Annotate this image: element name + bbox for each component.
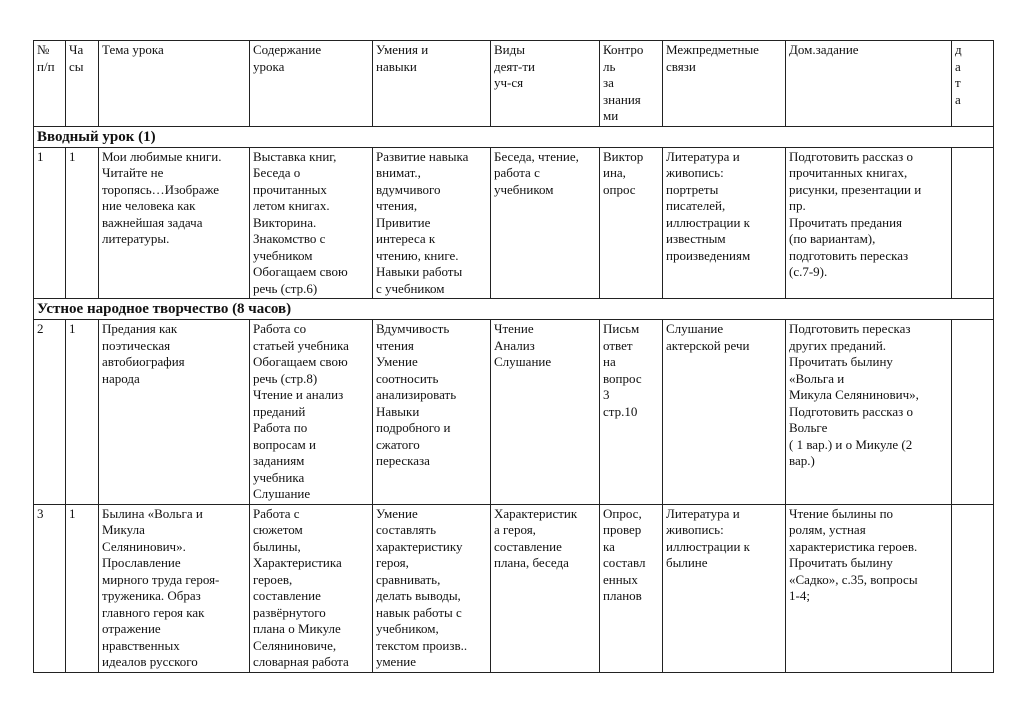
cell-skills: Умение составлять характеристику героя, сравнивать, делать выводы, навык работы с учебником, текстом произв.. умение (373, 504, 491, 672)
cell-num: 3 (34, 504, 66, 672)
header-content: Содержание урока (250, 41, 373, 127)
cell-hours: 1 (66, 504, 99, 672)
header-control: Контро ль за знания ми (600, 41, 663, 127)
cell-content: Работа со статьей учебника Обогащаем свою речь (стр.8) Чтение и анализ преданий Работа по вопросам и заданиям учебника Слушание (250, 320, 373, 505)
header-homework: Дом.задание (786, 41, 952, 127)
table-row (34, 147, 994, 299)
cell-activity: Чтение Анализ Слушание (491, 320, 600, 505)
header-skills: Умения и навыки (373, 41, 491, 127)
cell-control: Виктор ина, опрос (600, 147, 663, 299)
cell-num: 2 (34, 320, 66, 505)
table-header-row (34, 41, 994, 127)
cell-topic: Мои любимые книги. Читайте не торопясь…Изображе ние человека как важнейшая задача литературы. (99, 147, 250, 299)
section-row-folk (34, 299, 994, 320)
cell-homework: Чтение былины по ролям, устная характеристика героев. Прочитать былину «Садко», с.35, вопросы 1-4; (786, 504, 952, 672)
lesson-plan-table (33, 40, 994, 673)
cell-content: Выставка книг, Беседа о прочитанных летом книгах. Викторина. Знакомство с учебником Обогащаем свою речь (стр.6) (250, 147, 373, 299)
header-hours: Ча сы (66, 41, 99, 127)
cell-control: Опрос, провер ка составл енных планов (600, 504, 663, 672)
header-topic: Тема урока (99, 41, 250, 127)
cell-interdisciplinary: Литература и живопись: иллюстрации к былине (663, 504, 786, 672)
lesson-plan-page (33, 40, 993, 673)
cell-activity: Характеристик а героя, составление плана, беседа (491, 504, 600, 672)
table-row (34, 504, 994, 672)
cell-skills: Вдумчивость чтения Умение соотносить анализировать Навыки подробного и сжатого пересказа (373, 320, 491, 505)
cell-activity: Беседа, чтение, работа с учебником (491, 147, 600, 299)
cell-date (952, 147, 994, 299)
cell-control: Письм ответ на вопрос 3 стр.10 (600, 320, 663, 505)
cell-date (952, 504, 994, 672)
header-num: № п/п (34, 41, 66, 127)
cell-homework: Подготовить рассказ о прочитанных книгах, рисунки, презентации и пр. Прочитать предания (по вариантам), подготовить пересказ (с.7-9). (786, 147, 952, 299)
section-title-intro: Вводный урок (1) (34, 126, 994, 147)
cell-skills: Развитие навыка внимат., вдумчивого чтения, Привитие интереса к чтению, книге. Навыки работы с учебником (373, 147, 491, 299)
cell-topic: Былина «Вольга и Микула Селянинович». Прославление мирного труда героя- труженика. Образ главного героя как отражение нравственных идеалов русского (99, 504, 250, 672)
section-title-folk: Устное народное творчество (8 часов) (34, 299, 994, 320)
cell-date (952, 320, 994, 505)
table-row (34, 320, 994, 505)
cell-interdisciplinary: Слушание актерской речи (663, 320, 786, 505)
cell-hours: 1 (66, 147, 99, 299)
header-activity: Виды деят-ти уч-ся (491, 41, 600, 127)
cell-homework: Подготовить пересказ других преданий. Прочитать былину «Вольга и Микула Селянинович», Подготовить рассказ о Вольге ( 1 вар.) и о Микуле (2 вар.) (786, 320, 952, 505)
cell-interdisciplinary: Литература и живопись: портреты писателей, иллюстрации к известным произведениям (663, 147, 786, 299)
section-row-intro (34, 126, 994, 147)
header-date: д а т а (952, 41, 994, 127)
cell-topic: Предания как поэтическая автобиография народа (99, 320, 250, 505)
cell-content: Работа с сюжетом былины, Характеристика героев, составление развёрнутого плана о Микуле Селяниновиче, словарная работа (250, 504, 373, 672)
cell-num: 1 (34, 147, 66, 299)
cell-hours: 1 (66, 320, 99, 505)
header-interdisciplinary: Межпредметные связи (663, 41, 786, 127)
